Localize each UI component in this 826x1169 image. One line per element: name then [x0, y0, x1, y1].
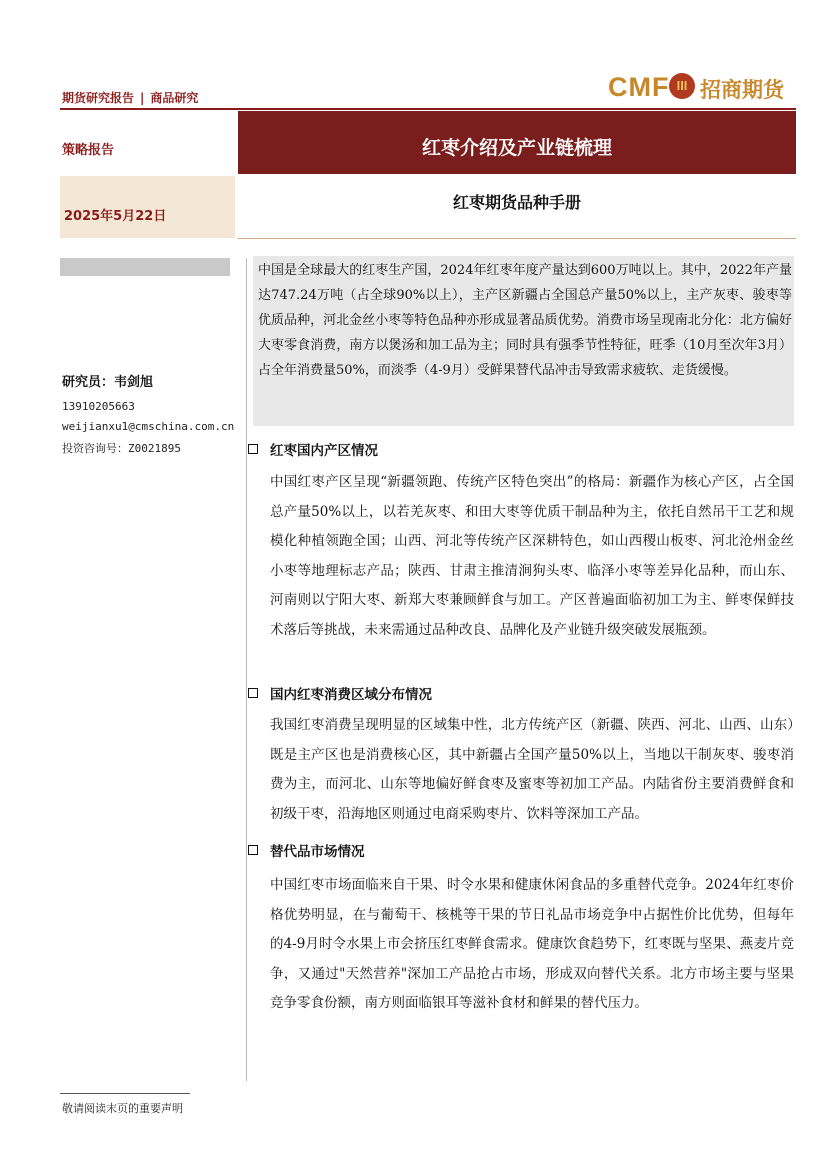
analyst-email: weijianxu1@cmschina.com.cn: [62, 420, 235, 433]
checkbox-bullet-icon: [248, 688, 258, 698]
section-heading: [248, 683, 432, 703]
logo-latin: CMF: [608, 72, 670, 102]
category-left: 期货研究报告: [62, 91, 135, 105]
subtitle-rule: [238, 238, 796, 239]
analyst-license: 投资咨询号：Z0021895: [62, 442, 181, 455]
section-heading-text: 国内红枣消费区域分布情况: [270, 687, 432, 703]
section-heading-text: 红枣国内产区情况: [270, 443, 378, 459]
page-title: 红枣介绍及产业链梳理: [421, 137, 612, 159]
analyst-name: 研究员：韦剑旭: [62, 375, 154, 390]
category-separator: |: [140, 91, 145, 105]
header-rule: [60, 108, 796, 110]
sidebar-bar: [60, 258, 230, 276]
checkbox-bullet-icon: [248, 444, 258, 454]
analyst-phone: 13910205663: [62, 400, 135, 413]
company-logo: [608, 70, 798, 106]
category-right: 商品研究: [150, 91, 199, 105]
report-date: 2025年5月22日: [64, 209, 167, 224]
section-body: 中国红枣市场面临来自干果、时令水果和健康休闲食品的多重替代竞争。2024年红枣价格优势明显，在与葡萄干、核桃等干果的节日礼品市场竞争中占据性价比优势，但每年的4-9月时令水果上市会挤压红枣鲜食需求。健康饮食趋势下，红枣既与坚果、燕麦片竞争，又通过"天然营养"深加工产品抢占市场，形成双向替代关系。北方市场主要与坚果竞争零食份额，南方则面临银耳等滋补食材和鲜果的替代压力。: [270, 877, 794, 1011]
page-subtitle: 红枣期货品种手册: [452, 193, 581, 212]
footer-disclaimer: 敬请阅读末页的重要声明: [62, 1102, 183, 1115]
column-divider: [246, 258, 247, 1081]
section-heading: [248, 439, 378, 459]
report-category: [62, 89, 198, 106]
footer-rule: [60, 1093, 190, 1094]
report-type: 策略报告: [62, 143, 115, 158]
summary-text: 中国是全球最大的红枣生产国，2024年红枣年度产量达到600万吨以上。其中，2022年产量达747.24万吨（占全球90%以上），主产区新疆占全国总产量50%以上，主产灰枣、骏枣等优质品种，河北金丝小枣等特色品种亦形成显著品质优势。消费市场呈现南北分化：北方偏好大枣零食消费，南方以煲汤和加工品为主；同时具有强季节性特征，旺季（10月至次年3月）占全年消费量50%，而淡季（4-9月）受鲜果替代品冲击导致需求疲软、走货缓慢。: [258, 263, 792, 378]
section-heading: [248, 840, 365, 860]
section-body: 中国红枣产区呈现“新疆领跑、传统产区特色突出”的格局：新疆作为核心产区，占全国总产量50%以上，以若羌灰枣、和田大枣等优质干制品种为主，依托自然吊干工艺和规模化种植领跑全国；山西、河北等传统产区深耕特色，如山西稷山板枣、河北沧州金丝小枣等地理标志产品；陕西、甘肃主推清涧狗头枣、临泽小枣等差异化品种，而山东、河南则以宁阳大枣、新郑大枣兼顾鲜食与加工。产区普遍面临初加工为主、鲜枣保鲜技术落后等挑战，未来需通过品种改良、品牌化及产业链升级突破发展瓶颈。: [270, 474, 794, 638]
logo-chinese: 招商期货: [700, 78, 784, 102]
logo-emblem-icon: III: [669, 73, 695, 99]
checkbox-bullet-icon: [248, 845, 258, 855]
section-heading-text: 替代品市场情况: [270, 844, 365, 860]
section-body: 我国红枣消费呈现明显的区域集中性，北方传统产区（新疆、陕西、河北、山西、山东）既是主产区也是消费核心区，其中新疆占全国产量50%以上，当地以干制灰枣、骏枣消费为主，而河北、山东等地偏好鲜食枣及蜜枣等初加工产品。内陆省份主要消费鲜食和初级干枣，沿海地区则通过电商采购枣片、饮料等深加工产品。: [270, 717, 794, 822]
